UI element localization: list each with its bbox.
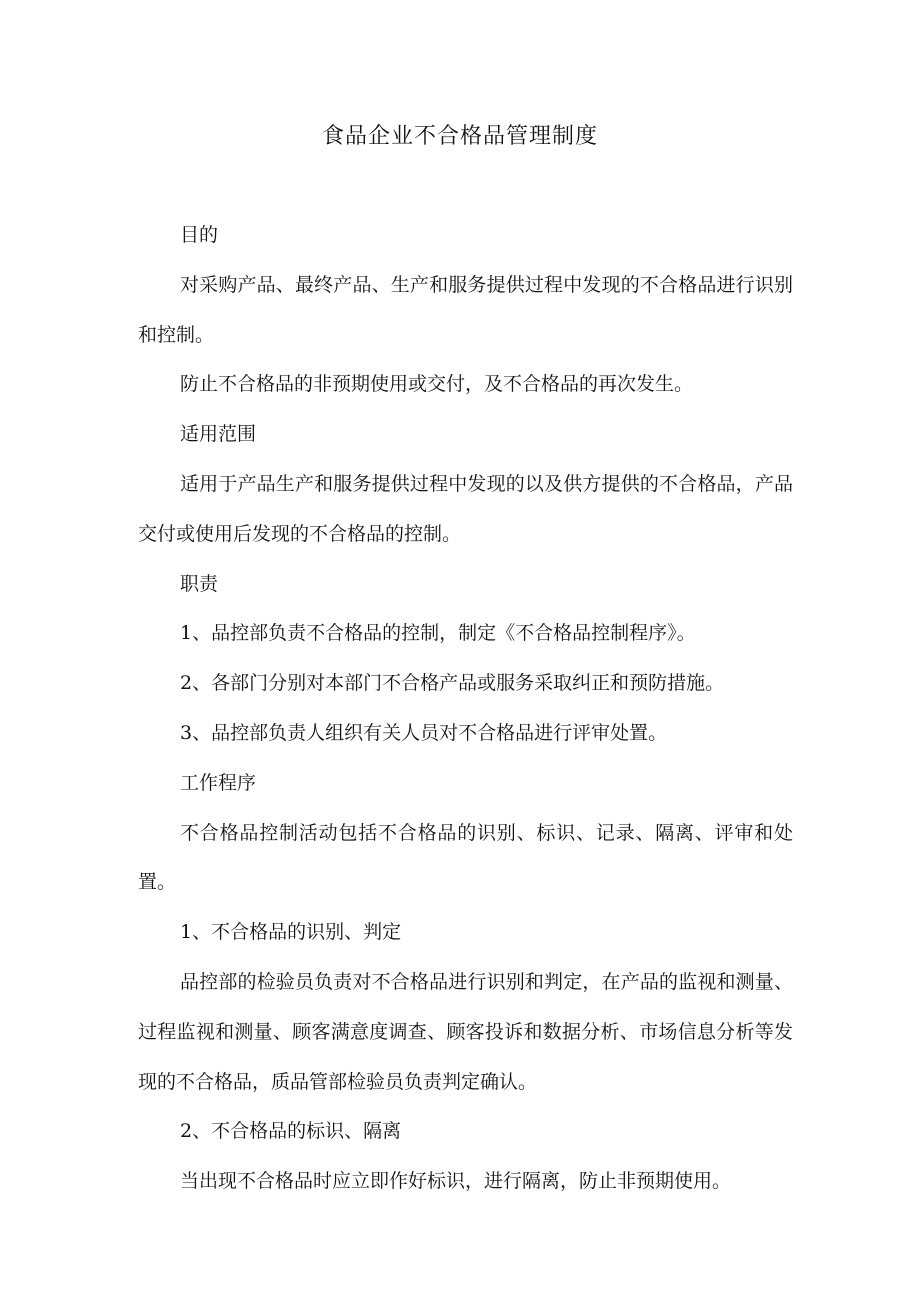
responsibility-item-2: 2、各部门分别对本部门不合格产品或服务采取纠正和预防措施。	[180, 672, 725, 695]
paragraph-marking-isolation: 当出现不合格品时应立即作好标识，进行隔离，防止非预期使用。	[180, 1170, 732, 1193]
section-heading-scope: 适用范围	[180, 423, 257, 446]
paragraph-purpose-2: 防止不合格品的非预期使用或交付，及不合格品的再次发生。	[180, 373, 694, 396]
paragraph-scope: 适用于产品生产和服务提供过程中发现的以及供方提供的不合格品，产品交付或使用后发现的不合格品的控制。	[138, 472, 793, 545]
section-heading-responsibilities: 职责	[180, 572, 219, 595]
document-body	[138, 211, 793, 1207]
responsibility-item-1: 1、品控部负责不合格品的控制，制定《不合格品控制程序》。	[180, 622, 696, 645]
paragraph-procedure-intro: 不合格品控制活动包括不合格品的识别、标识、记录、隔离、评审和处置。	[138, 821, 793, 894]
paragraph-identification: 品控部的检验员负责对不合格品进行识别和判定，在产品的监视和测量、过程监视和测量、顾客满意度调查、顾客投诉和数据分析、市场信息分析等发现的不合格品，质品管部检验员负责判定确认。	[138, 970, 793, 1093]
section-heading-procedure: 工作程序	[180, 771, 257, 794]
responsibility-item-3: 3、品控部负责人组织有关人员对不合格品进行评审处置。	[180, 721, 668, 744]
section-heading-purpose: 目的	[180, 224, 219, 246]
paragraph-purpose-1: 对采购产品、最终产品、生产和服务提供过程中发现的不合格品进行识别和控制。	[138, 273, 793, 346]
subsection-heading-identification: 1、不合格品的识别、判定	[180, 921, 402, 944]
subsection-heading-marking-isolation: 2、不合格品的标识、隔离	[180, 1120, 402, 1143]
document-title: 食品企业不合格品管理制度	[321, 124, 598, 149]
